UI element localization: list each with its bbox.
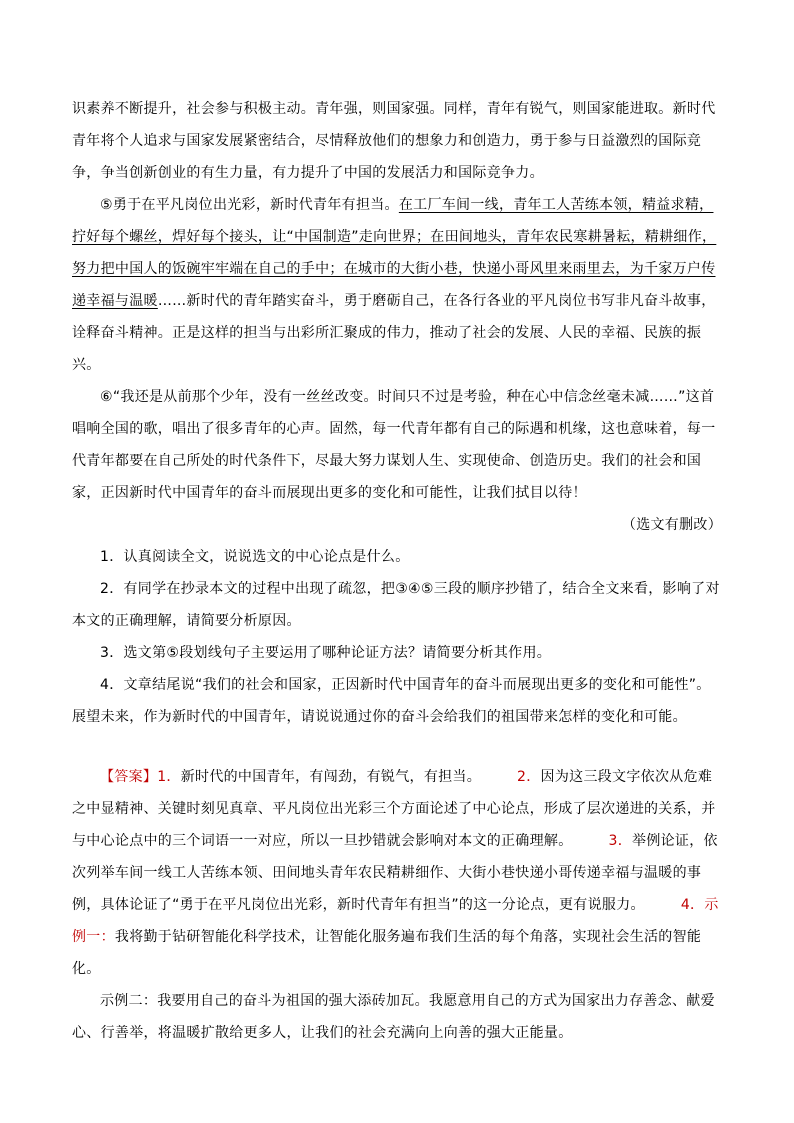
answer-4-example-2: 示例二：我要用自己的奋斗为祖国的强大添砖加瓦。我愿意用自己的方式为国家出力存善念、献爱心、行善举，将温暖扩散给更多人，让我们的社会充满向上向善的强大正能量。: [72, 993, 715, 1041]
answer-4-number: 4．: [680, 897, 705, 913]
paragraph-6: ⑥“我还是从前那个少年，没有一丝丝改变。时间只不过是考验，种在心中信念丝毫未减……”这首唱响全国的歌，唱出了很多青年的心声。固然，每一代青年都有自己的际遇和机缘，这也意味着，每一代青年都要在自己所处的时代条件下，尽最大努力谋划人生、实现使命、创造历史。我们的社会和国家，正因新时代中国青年的奋斗而展现出更多的变化和可能性，让我们拭目以待！: [72, 389, 716, 501]
answer-1-text: 新时代的中国青年，有闯劲，有锐气，有担当。: [180, 769, 482, 785]
question-2: 2．有同学在抄录本文的过程中出现了疏忽，把③④⑤三段的顺序抄错了，结合全文来看，影响了对本文的正确理解，请简要分析原因。: [72, 581, 720, 629]
question-1: 1．认真阅读全文，说说选文的中心论点是什么。: [100, 549, 410, 565]
answer-1-number: 1．: [157, 769, 181, 785]
paragraph-5: [72, 189, 722, 381]
document-page: [72, 93, 722, 1049]
answer-block: [72, 761, 722, 985]
answer-4-example-1: 我将勤于钻研智能化科学技术，让智能化服务遍布我们生活的每个角落，实现社会生活的智能化。: [72, 929, 702, 977]
paragraph-5-underlined-sentence: 在工厂车间一线，青年工人苦练本领，精益求精，拧好每个螺丝，焊好每个接头，让“中国制造”走向世界；在田间地头，青年农民寒耕暑耘，精耕细作，努力把中国人的饭碗牢牢端在自己的手中；在城市的大街小巷，快递小哥风里来雨里去，为千家万户传递幸福与温暖: [72, 197, 717, 309]
source-note: （选文有删改）: [621, 517, 722, 533]
answer-3-number: 3．: [608, 833, 633, 849]
paragraph-5-lead: ⑤勇于在平凡岗位出光彩，新时代青年有担当。: [100, 197, 399, 213]
question-3: 3．选文第⑤段划线句子主要运用了哪种论证方法？请简要分析其作用。: [100, 645, 552, 661]
answer-2-number: 2．: [517, 769, 541, 785]
paragraph-5-rest: ……新时代的青年踏实奋斗，勇于磨砺自己，在各行各业的平凡岗位书写非凡奋斗故事，诠释奋斗精神。正是这样的担当与出彩所汇聚成的伟力，推动了社会的发展、人民的幸福、民族的振兴。: [72, 293, 716, 373]
answer-3-text: 举例论证，依次列举车间一线工人苦练本领、田间地头青年农民精耕细作、大街小巷快递小哥传递幸福与温暖的事例，具体论证了“勇于在平凡岗位出光彩，新时代青年有担当”的这一分论点，更有说服力。: [72, 833, 718, 913]
paragraph-continuation: 识素养不断提升，社会参与积极主动。青年强，则国家强。同样，青年有锐气，则国家能进取。新时代青年将个人追求与国家发展紧密结合，尽情释放他们的想象力和创造力，勇于参与日益激烈的国际竞争，争当创新创业的有生力量，有力提升了中国的发展活力和国际竞争力。: [72, 101, 716, 181]
question-4: 4．文章结尾说“我们的社会和国家，正因新时代中国青年的奋斗而展现出更多的变化和可能性”。展望未来，作为新时代的中国青年，请说说通过你的奋斗会给我们的祖国带来怎样的变化和可能。: [72, 677, 711, 725]
answer-label: 【答案】: [100, 769, 158, 785]
answer-2-text: 因为这三段文字依次从危难之中显精神、关键时刻见真章、平凡岗位出光彩三个方面论述了中心论点，形成了层次递进的关系，并与中心论点中的三个词语一一对应，所以一旦抄错就会影响对本文的正确理解。: [72, 769, 716, 849]
answer-4-lead: 示例一：: [72, 897, 719, 945]
